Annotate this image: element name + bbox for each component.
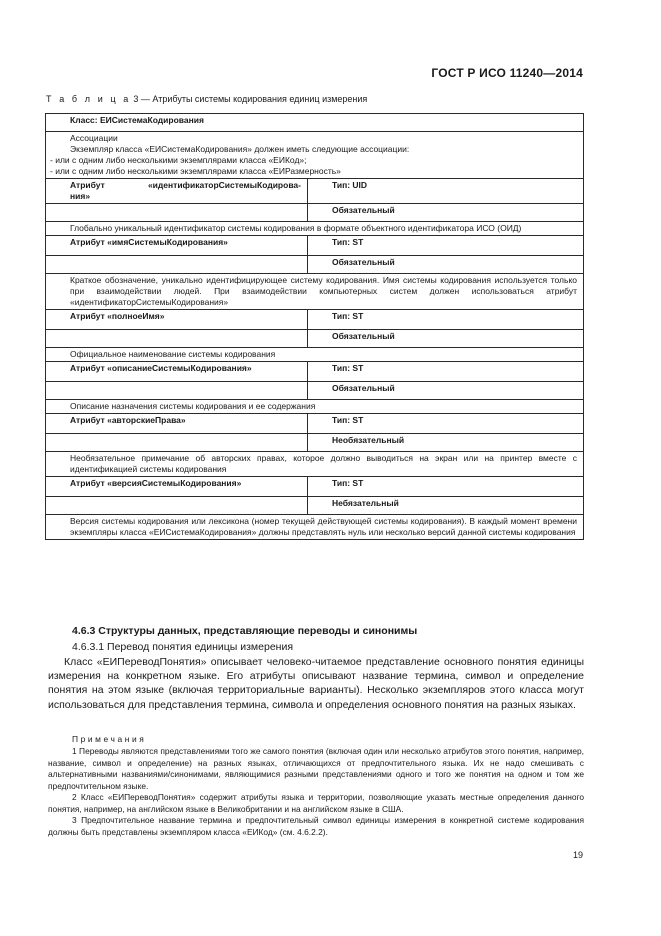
empty-cell [46,330,308,348]
standard-code: ГОСТ Р ИСО 11240—2014 [431,66,583,80]
association-item: - или с одним либо несколькими экземплярами класса «ЕИКод»; [50,155,307,165]
empty-cell [46,434,308,452]
empty-cell [46,204,308,222]
attribute-name: Атрибут «полноеИмя» [46,310,308,330]
notes-title: Примечания [72,734,147,744]
empty-cell [46,497,308,515]
attribute-name: Атрибут «авторскиеПрава» [46,414,308,434]
note-item: 2 Класс «ЕИПереводПонятия» содержит атрибуты языка и территории, позволяющие указать местные определения данного понятия, например, на английском языке в Великобритании и на английском языке в США. [48,792,584,814]
attribute-type: Тип: ST [308,414,584,434]
attribute-obligation: Обязательный [308,204,584,222]
attribute-name: Атрибут «описаниеСистемыКодирования» [46,362,308,382]
table-caption [46,94,367,104]
section-paragraph: Класс «ЕИПереводПонятия» описывает человеко-читаемое представление основного понятия единицы измерения на конкретном языке. Его атрибуты описывают название термина, символ и определение понятия на этом языке (включая территориальные варианты). Несколько экземпляров этого класса могут использоваться для представления термина, символа и определения основного понятия на разных языках. [48,656,584,711]
attribute-name [46,179,308,204]
associations-cell [46,132,584,179]
class-label: Класс: ЕИСистемаКодирования [46,114,584,132]
association-item: - или с одним либо несколькими экземплярами класса «ЕИРазмерность» [50,166,341,176]
attribute-description: Описание назначения системы кодирования и ее содержания [46,400,584,414]
associations-title: Ассоциации [70,133,118,143]
empty-cell [46,256,308,274]
note-item: 3 Предпочтительное название термина и предпочтительный символ единицы измерения в конкретной системе кодирования должны быть представлены экземпляром класса «ЕИКод» (см. 4.6.2.2). [48,815,584,837]
attribute-name: Атрибут «имяСистемыКодирования» [46,236,308,256]
attribute-type: Тип: ST [308,477,584,497]
attribute-name-right: «идентификаторСистемыКодирова- [147,180,301,190]
attribute-type: Тип: ST [308,362,584,382]
attribute-description: Версия системы кодирования или лексикона (номер текущей действующей системы кодирования). В каждый момент времени экземпляры класса «ЕИСистемаКодирования» должны представлять нуль или несколько версий данной системы кодирования [46,515,584,540]
attribute-description: Официальное наименование системы кодирования [46,348,584,362]
subsection-heading: 4.6.3.1 Перевод понятия единицы измерения [72,641,294,653]
attribute-type: Тип: UID [308,179,584,204]
empty-cell [46,382,308,400]
attribute-description: Глобально уникальный идентификатор системы кодирования в формате объектного идентификатора ИСО (ОИД) [46,222,584,236]
attribute-description: Краткое обозначение, уникально идентифицирующее систему кодирования. Имя системы кодирования используется только при взаимодействии людей. При взаимодействии компьютерных систем должен использоваться атрибут «идентификаторСистемыКодирования» [46,274,584,310]
attribute-type: Тип: ST [308,310,584,330]
attribute-obligation: Обязательный [308,256,584,274]
attribute-obligation: Небязательный [308,497,584,515]
table-caption-prefix: Т а б л и ц а [46,94,131,104]
attribute-description: Необязательное примечание об авторских правах, которое должно выводиться на экран или на принтер вместе с идентификацией системы кодирования [46,452,584,477]
page-number: 19 [572,850,583,860]
attribute-name: Атрибут «версияСистемыКодирования» [46,477,308,497]
attribute-obligation: Обязательный [308,382,584,400]
attribute-obligation: Обязательный [308,330,584,348]
attributes-table [45,113,584,540]
table-caption-text: 3 — Атрибуты системы кодирования единиц измерения [133,94,368,104]
attribute-obligation: Необязательный [308,434,584,452]
attribute-name-cont: ния» [70,191,91,201]
attribute-name-left: Атрибут [70,180,105,190]
associations-intro: Экземпляр класса «ЕИСистемаКодирования» должен иметь следующие ассоциации: [70,144,410,154]
section-heading: 4.6.3 Структуры данных, представляющие переводы и синонимы [72,625,418,637]
attribute-type: Тип: ST [308,236,584,256]
note-item: 1 Переводы являются представлениями того же самого понятия (включая один или несколько атрибутов этого понятия, например, название, символ и определение) на разных языках, отличающихся от предпочтительного языка. Их не надо смешивать с альтернативными названиями/синонимами, являющимися разными представлениями одного и того же понятия на одном и том же предпочтительном языке. [48,746,584,791]
